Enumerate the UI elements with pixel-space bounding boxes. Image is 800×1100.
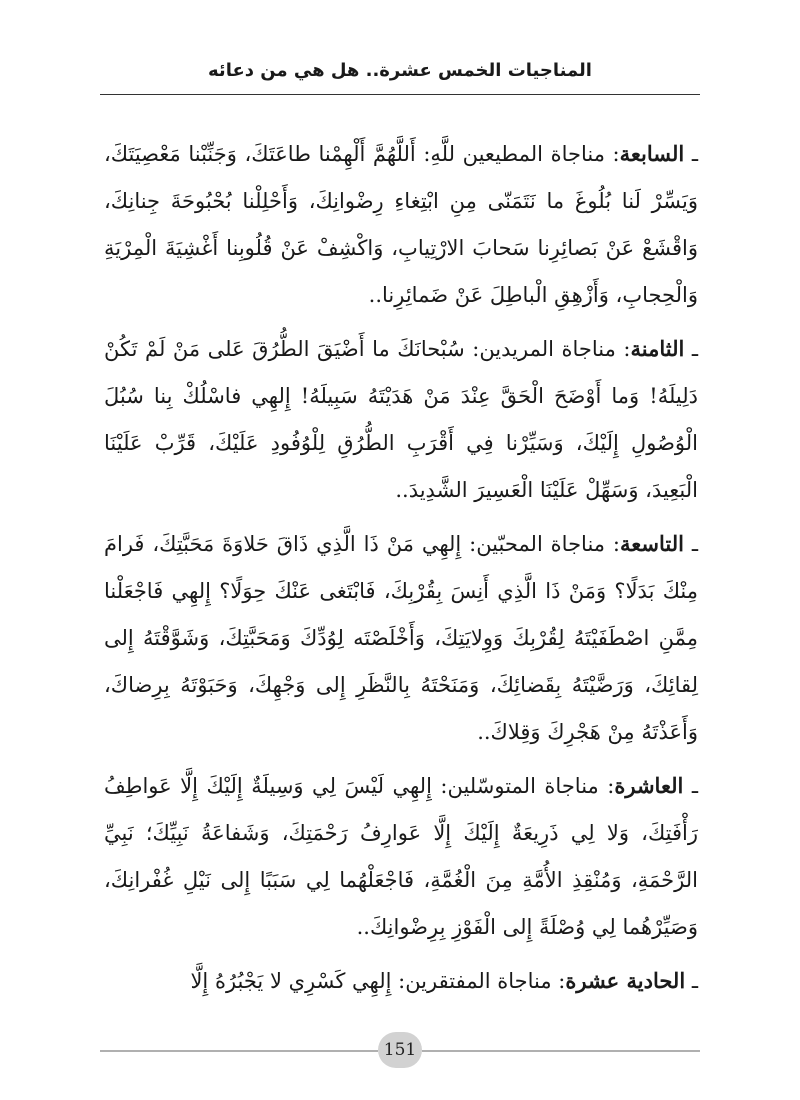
paragraph-tenth: ـ العاشرة: مناجاة المتوسّلين: إِلهِي لَيْسَ لِي وَسِيلَةٌ إِلَيْكَ إِلَّا عَواطِفُ رَأْفَتِكَ، وَلا لِي ذَرِيعَةٌ إِلَيْكَ إِلَّا عَوارِفُ رَحْمَتِكَ، وَشَفاعَةُ نَبِيِّكَ؛ نَبِيِّ الرَّحْمَةِ، وَمُنْقِذِ الأُمَّةِ مِنَ الْغُمَّةِ، فَاجْعَلْهُما لِي سَبَبًا إِلى نَيْلِ غُفْرانِكَ، وَصَيِّرْهُما لِي وُصْلَةً إِلى الْفَوْزِ بِرِضْوانِكَ.. bbox=[104, 773, 698, 939]
paragraph-label: التاسعة bbox=[619, 531, 684, 556]
paragraph-label: الحادية عشرة bbox=[565, 968, 686, 993]
paragraph-label: العاشرة bbox=[614, 773, 684, 798]
paragraph-text: : مناجاة المفتقرين: إِلهِي كَسْرِي لا يَجْبُرُهُ إِلَّا bbox=[190, 969, 566, 993]
paragraph-ninth: ـ التاسعة: مناجاة المحبّين: إِلهِي مَنْ ذَا الَّذِي ذَاقَ حَلاوَةَ مَحَبَّتِكَ، فَرامَ مِنْكَ بَدَلًا؟ وَمَنْ ذَا الَّذِي أَنِسَ بِقُرْبِكَ، فَابْتَغى عَنْكَ حِوَلًا؟ إِلهِي فَاجْعَلْنا مِمَّنِ اصْطَفَيْتَهُ لِقُرْبِكَ وَوِلايَتِكَ، وَأَخْلَصْتَه لِوُدِّكَ وَمَحَبَّتِكَ، وَشَوَّقْتَهُ إِلى لِقائِكَ، وَرَضَّيْتَهُ بِقَضائِكَ، وَمَنَحْتَهُ بِالنَّظَرِ إِلى وَجْهِكَ، وَحَبَوْتَهُ بِرِضاكَ، وَأَعَذْتَهُ مِنْ هَجْرِكَ وَقِلاكَ.. bbox=[104, 531, 698, 744]
paragraph-eighth: ـ الثامنة: مناجاة المريدين: سُبْحانَكَ ما أَضْيَقَ الطُّرُقَ عَلى مَنْ لَمْ تَكُنْ دَلِيلَهُ! وَما أَوْضَحَ الْحَقَّ عِنْدَ مَنْ هَدَيْتَهُ سَبِيلَهُ! إِلهِي فاسْلُكْ بِنا سُبُلَ الْوُصُولِ إِلَيْكَ، وَسَيِّرْنا فِي أَقْرَبِ الطُّرُقِ لِلْوُفُودِ عَلَيْكَ، قَرِّبْ عَلَيْنَا الْبَعِيدَ، وَسَهِّلْ عَلَيْنَا الْعَسِيرَ الشَّدِيدَ.. bbox=[104, 336, 699, 502]
paragraph-text: : مناجاة المريدين: سُبْحانَكَ ما أَضْيَقَ الطُّرُقَ عَلى مَنْ لَمْ تَكُنْ دَلِيلَهُ! وَما أَوْضَحَ الْحَقَّ عِنْدَ مَنْ هَدَيْتَهُ سَبِيلَهُ! إِلهِي فاسْلُكْ بِنا سُبُلَ الْوُصُولِ إِلَيْكَ، وَسَيِّرْنا فِي أَقْرَبِ الطُّرُقِ لِلْوُفُودِ عَلَيْكَ، قَرِّبْ عَلَيْنَا الْبَعِيدَ، وَسَهِّلْ عَلَيْنَا الْعَسِيرَ الشَّدِيدَ.. bbox=[104, 337, 698, 502]
paragraph-text: : مناجاة المتوسّلين: إِلهِي لَيْسَ لِي وَسِيلَةٌ إِلَيْكَ إِلَّا عَواطِفُ رَأْفَتِكَ، وَلا لِي ذَرِيعَةٌ إِلَيْكَ إِلَّا عَوارِفُ رَحْمَتِكَ، وَشَفاعَةُ نَبِيِّكَ؛ نَبِيِّ الرَّحْمَةِ، وَمُنْقِذِ الأُمَّةِ مِنَ الْغُمَّةِ، فَاجْعَلْهُما لِي سَبَبًا إِلى نَيْلِ غُفْرانِكَ، وَصَيِّرْهُما لِي وُصْلَةً إِلى الْفَوْزِ بِرِضْوانِكَ.. bbox=[104, 774, 698, 939]
footer-rule-right bbox=[422, 1050, 700, 1052]
body-text bbox=[104, 130, 698, 1011]
running-header: المناجيات الخمس عشرة.. هل هي من دعائه bbox=[208, 60, 592, 81]
header-divider bbox=[100, 94, 700, 95]
paragraph-text: : مناجاة المحبّين: إِلهِي مَنْ ذَا الَّذِي ذَاقَ حَلاوَةَ مَحَبَّتِكَ، فَرامَ مِنْكَ بَدَلًا؟ وَمَنْ ذَا الَّذِي أَنِسَ بِقُرْبِكَ، فَابْتَغى عَنْكَ حِوَلًا؟ إِلهِي فَاجْعَلْنا مِمَّنِ اصْطَفَيْتَهُ لِقُرْبِكَ وَوِلايَتِكَ، وَأَخْلَصْتَه لِوُدِّكَ وَمَحَبَّتِكَ، وَشَوَّقْتَهُ إِلى لِقائِكَ، وَرَضَّيْتَهُ بِقَضائِكَ، وَمَنَحْتَهُ بِالنَّظَرِ إِلى وَجْهِكَ، وَحَبَوْتَهُ بِرِضاكَ، وَأَعَذْتَهُ مِنْ هَجْرِكَ وَقِلاكَ.. bbox=[104, 532, 698, 744]
page-number: 151 bbox=[378, 1032, 422, 1068]
page-footer bbox=[100, 1030, 700, 1070]
footer-rule-left bbox=[100, 1050, 378, 1052]
paragraph-label: الثامنة bbox=[630, 336, 685, 361]
paragraph-text: : مناجاة المطيعين للَّهِ: أَللَّهُمَّ أَلْهِمْنا طاعَتَكَ، وَجَنِّبْنا مَعْصِيَتَكَ، وَيَسِّرْ لَنا بُلُوغَ ما نَتَمَنّى مِنِ ابْتِغاءِ رِضْوانِكَ، وَأَحْلِلْنا بُحْبُوحَةَ جِنانِكَ، وَاقْشَعْ عَنْ بَصائِرِنا سَحابَ الارْتِيابِ، وَاكْشِفْ عَنْ قُلُوبِنا أَغْشِيَةَ الْمِرْيَةِ وَالْحِجابِ، وَأَزْهِقِ الْباطِلَ عَنْ ضَمائِرِنا.. bbox=[104, 142, 698, 307]
paragraph-seventh: ـ السابعة: مناجاة المطيعين للَّهِ: أَللَّهُمَّ أَلْهِمْنا طاعَتَكَ، وَجَنِّبْنا مَعْصِيَتَكَ، وَيَسِّرْ لَنا بُلُوغَ ما نَتَمَنّى مِنِ ابْتِغاءِ رِضْوانِكَ، وَأَحْلِلْنا بُحْبُوحَةَ جِنانِكَ، وَاقْشَعْ عَنْ بَصائِرِنا سَحابَ الارْتِيابِ، وَاكْشِفْ عَنْ قُلُوبِنا أَغْشِيَةَ الْمِرْيَةِ وَالْحِجابِ، وَأَزْهِقِ الْباطِلَ عَنْ ضَمائِرِنا.. bbox=[104, 141, 698, 307]
paragraph-label: السابعة bbox=[619, 141, 685, 166]
paragraph-eleventh: ـ الحادية عشرة: مناجاة المفتقرين: إِلهِي كَسْرِي لا يَجْبُرُهُ إِلَّا bbox=[190, 968, 698, 993]
